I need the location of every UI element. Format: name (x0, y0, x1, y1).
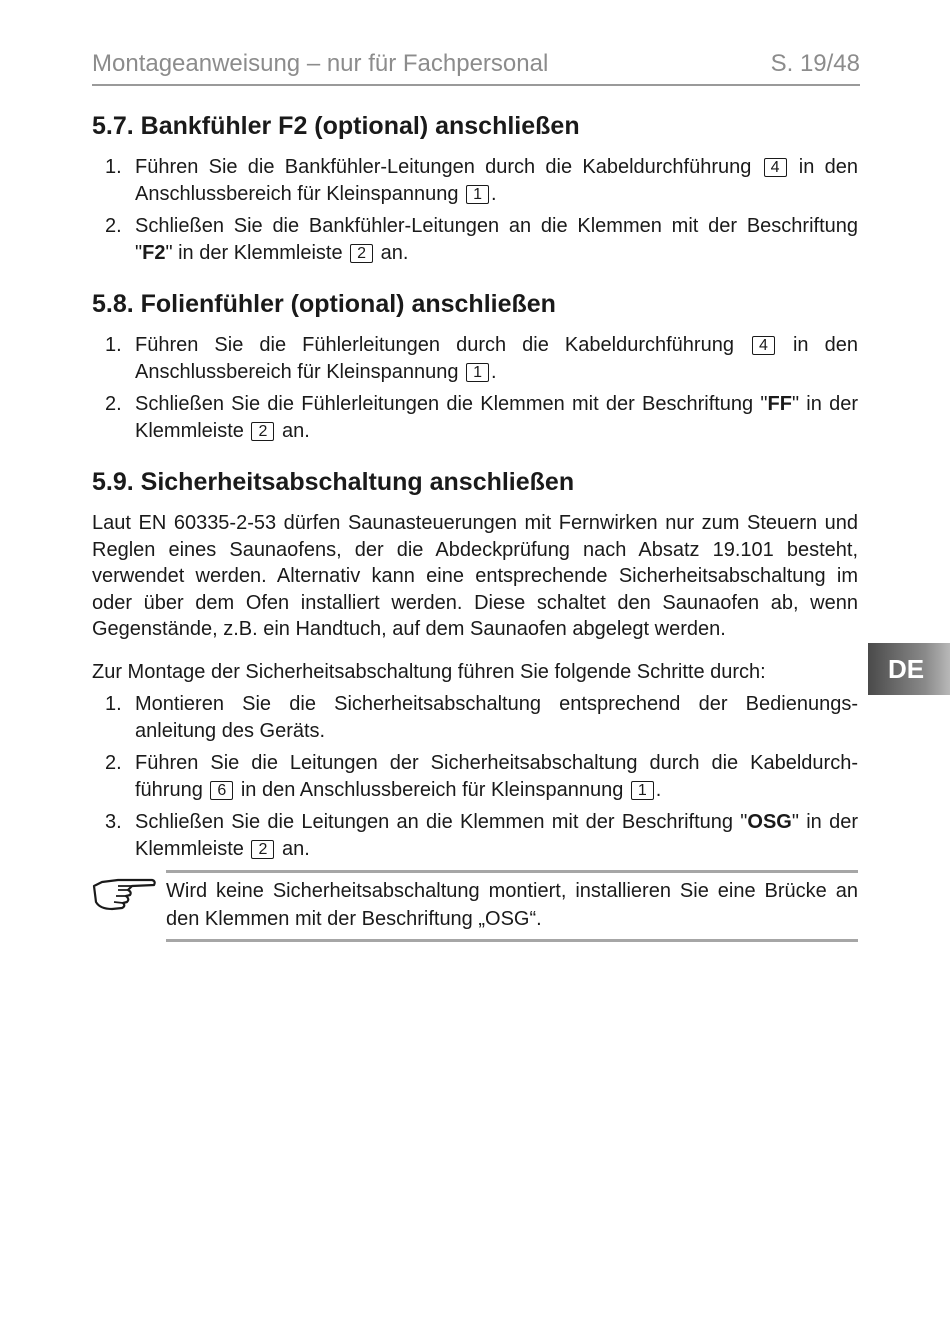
list-item (92, 391, 858, 444)
step-text: . (491, 182, 497, 205)
reference-number-box: 2 (350, 244, 373, 263)
page-number: S. 19/48 (770, 50, 860, 77)
step-list (92, 332, 858, 444)
step-text: . (491, 360, 497, 383)
step-number: 1. (105, 693, 122, 715)
reference-number-box: 6 (210, 781, 233, 800)
reference-number-box: 2 (251, 840, 274, 859)
list-item (92, 691, 858, 744)
step-number: 2. (105, 393, 122, 415)
section-folienfuehler (92, 286, 858, 444)
terminal-label: F2 (142, 241, 166, 264)
step-text: Montieren Sie die Sicherheitsabschaltung entsprechend der Bedienungs-anleitung des Geräts. (135, 693, 858, 742)
note-box (92, 870, 858, 944)
step-text: in den Anschlussbereich für Kleinspannung (135, 156, 858, 205)
step-list (92, 154, 858, 266)
section-heading: 5.9. Sicherheitsabschaltung anschließen (92, 468, 575, 496)
step-text: Führen Sie die Leitungen der Sicherheitsabschaltung durch die Kabeldurch-führung (135, 752, 858, 801)
reference-number-box: 2 (251, 422, 274, 441)
step-text: Schließen Sie die Bankfühler-Leitungen an die Klemmen mit der Beschriftung " (135, 215, 858, 264)
intro-paragraph: Zur Montage der Sicherheitsabschaltung führen Sie folgende Schritte durch: (92, 660, 766, 683)
step-number: 1. (105, 334, 122, 356)
terminal-label: FF (767, 393, 792, 415)
body-paragraph: Laut EN 60335-2-53 dürfen Saunasteuerungen mit Fernwirken nur zum Steuern und Reglen eines Saunaofens, der die Abdeckprüfung nach Absatz 19.101 besteht, verwendet werden. Alternativ kann eine entsprechende Sicherheitsabschaltung im oder über dem Ofen installiert werden. Diese schaltet den Saunaofen ab, wenn Gegenstände, z.B. ein Handtuch, auf dem Saunaofen abgelegt werden. (92, 512, 858, 640)
reference-number-box: 1 (466, 363, 489, 382)
step-text: an. (276, 837, 310, 860)
list-item (92, 332, 858, 385)
step-text: Führen Sie die Bankfühler-Leitungen durch die Kabeldurchführung (135, 156, 762, 178)
terminal-label: OSG (747, 811, 792, 833)
reference-number-box: 4 (752, 336, 775, 355)
step-number: 2. (105, 215, 122, 237)
step-text: . (655, 778, 662, 801)
step-text: in den Anschlussbereich für Kleinspannung (235, 778, 629, 801)
section-heading: 5.7. Bankfühler F2 (optional) anschließen (92, 112, 580, 140)
step-text: " in der Klemmleiste (135, 811, 858, 860)
list-item (92, 154, 858, 207)
main-content (92, 108, 858, 964)
reference-number-box: 4 (764, 158, 787, 177)
list-item (92, 750, 858, 803)
step-text: " in der Klemmleiste (165, 241, 349, 264)
step-text: an. (375, 241, 409, 264)
step-number: 2. (105, 752, 122, 774)
step-text: an. (276, 419, 310, 442)
reference-number-box: 1 (466, 185, 489, 204)
step-text: Schließen Sie die Fühlerleitungen die Klemmen mit der Beschriftung " (135, 393, 768, 415)
section-heading: 5.8. Folienfühler (optional) anschließen (92, 290, 556, 318)
step-number: 3. (105, 811, 122, 833)
reference-number-box: 1 (631, 781, 654, 800)
step-text: in den Anschlussbereich für Kleinspannung (135, 334, 858, 383)
pointing-hand-icon (92, 876, 158, 912)
step-list (92, 691, 858, 862)
section-bankfuehler (92, 108, 858, 266)
list-item (92, 213, 858, 266)
step-text: " in der Klemmleiste (135, 393, 858, 442)
header-title: Montageanweisung – nur für Fachpersonal (92, 50, 549, 77)
step-text: Führen Sie die Fühlerleitungen durch die Kabeldurchführung (135, 334, 751, 356)
step-number: 1. (105, 156, 122, 178)
language-tab: DE (868, 643, 950, 695)
step-text: Schließen Sie die Leitungen an die Klemmen mit der Beschriftung " (135, 811, 748, 833)
note-text: Wird keine Sicherheitsabschaltung montiert, installieren Sie eine Brücke an den Klemmen mit der Beschriftung „OSG“. (166, 870, 858, 942)
section-sicherheitsabschaltung (92, 464, 858, 944)
list-item (92, 809, 858, 862)
page-header (92, 48, 860, 86)
